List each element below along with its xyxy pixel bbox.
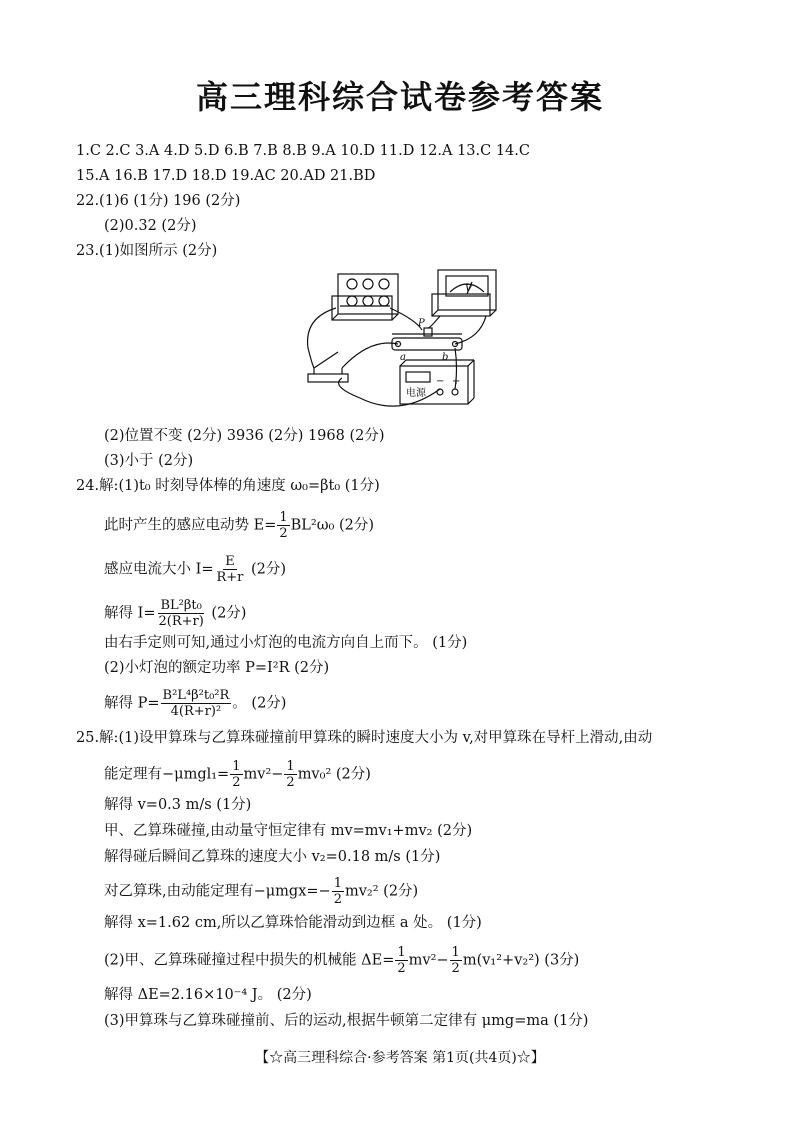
- page-footer: 【☆高三理科综合·参考答案 第1页(共4页)☆】: [255, 1050, 545, 1066]
- q22-part1: 22.(1)6 (1分) 196 (2分): [76, 193, 241, 209]
- fraction: $\frac{\text{B²L⁴β²t₀²R}}{\text{4(R+r)²}}$: [162, 688, 230, 719]
- q23-part1: 23.(1)如图所示 (2分): [76, 243, 218, 259]
- terminal-label-a: a: [400, 352, 406, 363]
- slider-label-p: P: [418, 318, 425, 329]
- q25-line-2: 能定理有−μmgl₁= $\frac{1}{2}$ mv²− $\frac{1}{2}$ mv₀² (2分): [104, 759, 371, 790]
- power-supply-label: 电源: [406, 388, 426, 399]
- resistance-box: [338, 274, 398, 314]
- q22-part2: (2)0.32 (2分): [104, 218, 197, 234]
- q25-line-7: 解得 x=1.62 cm,所以乙算珠恰能滑动到边框 a 处。 (1分): [104, 915, 482, 931]
- q25-line-3: 解得 v=0.3 m/s (1分): [104, 797, 252, 813]
- q24-line-6: (2)小灯泡的额定功率 P=I²R (2分): [104, 660, 330, 676]
- q25-line-5: 解得碰后瞬间乙算珠的速度大小 v₂=0.18 m/s (1分): [104, 849, 441, 865]
- q24-line-1: 24.解:(1)t₀ 时刻导体棒的角速度 ω₀=βt₀ (1分): [76, 478, 380, 494]
- q24-line-4: 解得 I= $\frac{\text{BL²βt₀}}{2(R+r)}$ (2分): [104, 598, 247, 629]
- q24-line-2: 此时产生的感应电动势 E= $\frac{1}{2}$ BL²ω₀ (2分): [104, 510, 375, 541]
- fraction: $\frac{1}{2}$: [333, 876, 342, 907]
- terminal-label-b: b: [442, 352, 449, 363]
- q25-line-10: (3)甲算珠与乙算珠碰撞前、后的运动,根据牛顿第二定律有 μmg=ma (1分): [104, 1013, 589, 1029]
- choice-answers-line-1: 1.C 2.C 3.A 4.D 5.D 6.B 7.B 8.B 9.A 10.D 11.D 12.A 13.C 14.C: [76, 143, 530, 159]
- fraction: $\frac{1}{2}$: [279, 510, 288, 541]
- q25-line-1: 25.解:(1)设甲算珠与乙算珠碰撞前甲算珠的瞬时速度大小为 v,对甲算珠在导杆上滑动,由动: [76, 730, 653, 746]
- circuit-diagram: [300, 268, 500, 418]
- voltmeter-label: V: [465, 284, 473, 295]
- page-title: 高三理科综合试卷参考答案: [195, 78, 604, 116]
- q25-line-8: (2)甲、乙算珠碰撞过程中损失的机械能 ΔE= $\frac{1}{2}$ mv²− $\frac{1}{2}$ m(v₁²+v₂²) (3分): [104, 945, 580, 976]
- q23-part3: (3)小于 (2分): [104, 453, 194, 469]
- q25-line-9: 解得 ΔE=2.16×10⁻⁴ J。 (2分): [104, 987, 312, 1003]
- slide-rheostat: [392, 338, 462, 350]
- q25-line-6: 对乙算珠,由动能定理有−μmgx=− $\frac{1}{2}$ mv₂² (2分): [104, 876, 419, 907]
- power-plus-label: +: [452, 376, 461, 387]
- fraction: $\frac{\text{BL²βt₀}}{2(R+r)}$: [158, 598, 204, 629]
- fraction: $\frac{1}{2}$: [286, 759, 295, 790]
- fraction: $\frac{1}{2}$: [451, 945, 460, 976]
- q24-line-3: 感应电流大小 I= $\frac{E}{R+r}$ (2分): [104, 554, 287, 585]
- q24-line-7: 解得 P= $\frac{\text{B²L⁴β²t₀²R}}{\text{4(R+r)²}}$ 。 (2分): [104, 688, 287, 719]
- q24-line-5: 由右手定则可知,通过小灯泡的电流方向自上而下。 (1分): [104, 635, 468, 651]
- q25-line-4: 甲、乙算珠碰撞,由动量守恒定律有 mv=mv₁+mv₂ (2分): [104, 823, 473, 839]
- choice-answers-line-2: 15.A 16.B 17.D 18.D 19.AC 20.AD 21.BD: [76, 168, 376, 184]
- fraction: $\frac{1}{2}$: [397, 945, 406, 976]
- power-minus-label: −: [436, 376, 445, 387]
- q23-part2: (2)位置不变 (2分) 3936 (2分) 1968 (2分): [104, 428, 385, 444]
- fraction: $\frac{1}{2}$: [232, 759, 241, 790]
- fraction: $\frac{E}{R+r}$: [216, 554, 244, 585]
